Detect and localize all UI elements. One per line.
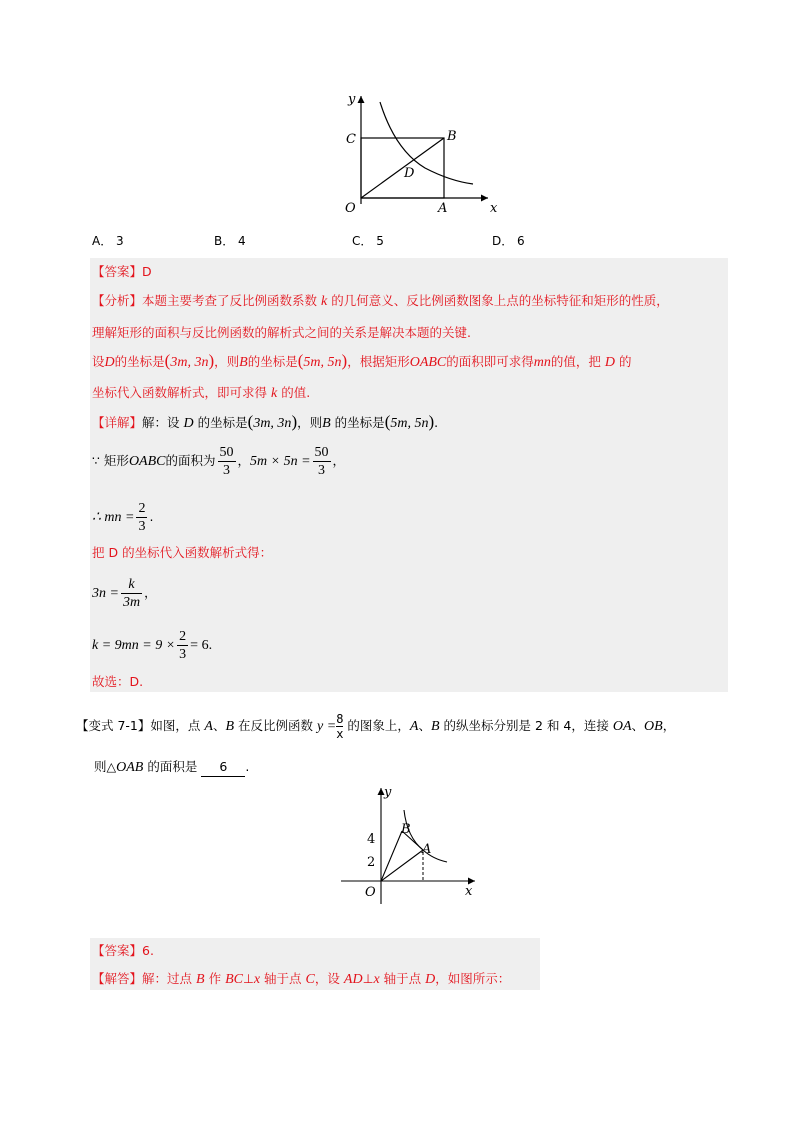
- choose-line: 故选：D.: [92, 674, 144, 689]
- detail-line-1: 【详解】解：设 D 的坐标是(3m, 3n)，则B 的坐标是(5m, 5n).: [92, 412, 439, 431]
- analysis-line-1: 【分析】本题主要考查了反比例函数系数 k 的几何意义、反比例函数图象上点的坐标特征和矩形的性质，: [92, 293, 669, 309]
- analysis-line-2: 理解矩形的面积与反比例函数的解析式之间的关系是解决本题的关键.: [92, 325, 471, 340]
- detail-area-line: ∵ 矩形OABC的面积为 $\frac{50}{3}$ ，5m × 5n = $\frac{50}{3}$ ，: [92, 445, 346, 478]
- option-a: A． 3: [92, 234, 124, 248]
- option-b: B． 4: [214, 234, 246, 248]
- analysis-line-3: 设D的坐标是(3m, 3n)，则B的坐标是(5m, 5n)，根据矩形OABC的面积即可求得mn的值，把 D 的: [92, 351, 632, 370]
- answer-options: [92, 232, 612, 250]
- variant-solution-line: 【解答】解：过点 B 作 BC⊥x 轴于点 C，设 AD⊥x 轴于点 D，如图所示：: [92, 971, 511, 987]
- detail-eq3-line: k = 9mn = 9 × $\frac{2}{3}$ = 6.: [92, 629, 213, 662]
- fig2-x-label: x: [465, 884, 473, 899]
- option-d: D． 6: [492, 234, 525, 248]
- fig2-point-a: A: [422, 842, 432, 857]
- fig2-point-b: B: [401, 822, 411, 837]
- figure-rectangle-hyperbola: [340, 88, 500, 220]
- detail-mn-line: ∴ mn = $\frac{2}{3}$ .: [92, 501, 154, 534]
- fig2-tick-2: 2: [367, 855, 376, 870]
- fig2-point-o: O: [365, 885, 376, 900]
- fig1-point-c: C: [346, 132, 356, 147]
- fig1-y-label: y: [348, 92, 356, 107]
- fig1-point-a: A: [438, 201, 448, 216]
- detail-eq2-line: 3n = $\frac{k}{3m}$ ，: [92, 577, 157, 610]
- fig1-point-b: B: [447, 129, 457, 144]
- analysis-line-4: 坐标代入函数解析式，即可求得 k 的值.: [92, 385, 311, 401]
- answer-line: 【答案】D: [92, 264, 152, 279]
- variant-question-line-2: 则△OAB 的面积是 6 .: [94, 759, 250, 775]
- variant-answer-line: 【答案】6.: [92, 943, 154, 958]
- figure-triangle-oab: [335, 782, 485, 910]
- fig1-point-d: D: [404, 166, 415, 181]
- option-c: C． 5: [352, 234, 384, 248]
- fig1-point-o: O: [345, 201, 356, 216]
- variant-question-line-1: 【变式 7-1】如图，点 A、B 在反比例函数 y = $\frac{8}{x}$ 的图象上，A、B 的纵坐标分别是 2 和 4，连接 OA、OB，: [76, 712, 676, 741]
- fig2-tick-4: 4: [367, 832, 376, 847]
- fig1-x-label: x: [490, 201, 498, 216]
- fig2-y-label: y: [384, 785, 392, 800]
- detail-substitute-line: 把 D 的坐标代入函数解析式得：: [92, 545, 273, 560]
- answer-blank: 6: [201, 758, 245, 777]
